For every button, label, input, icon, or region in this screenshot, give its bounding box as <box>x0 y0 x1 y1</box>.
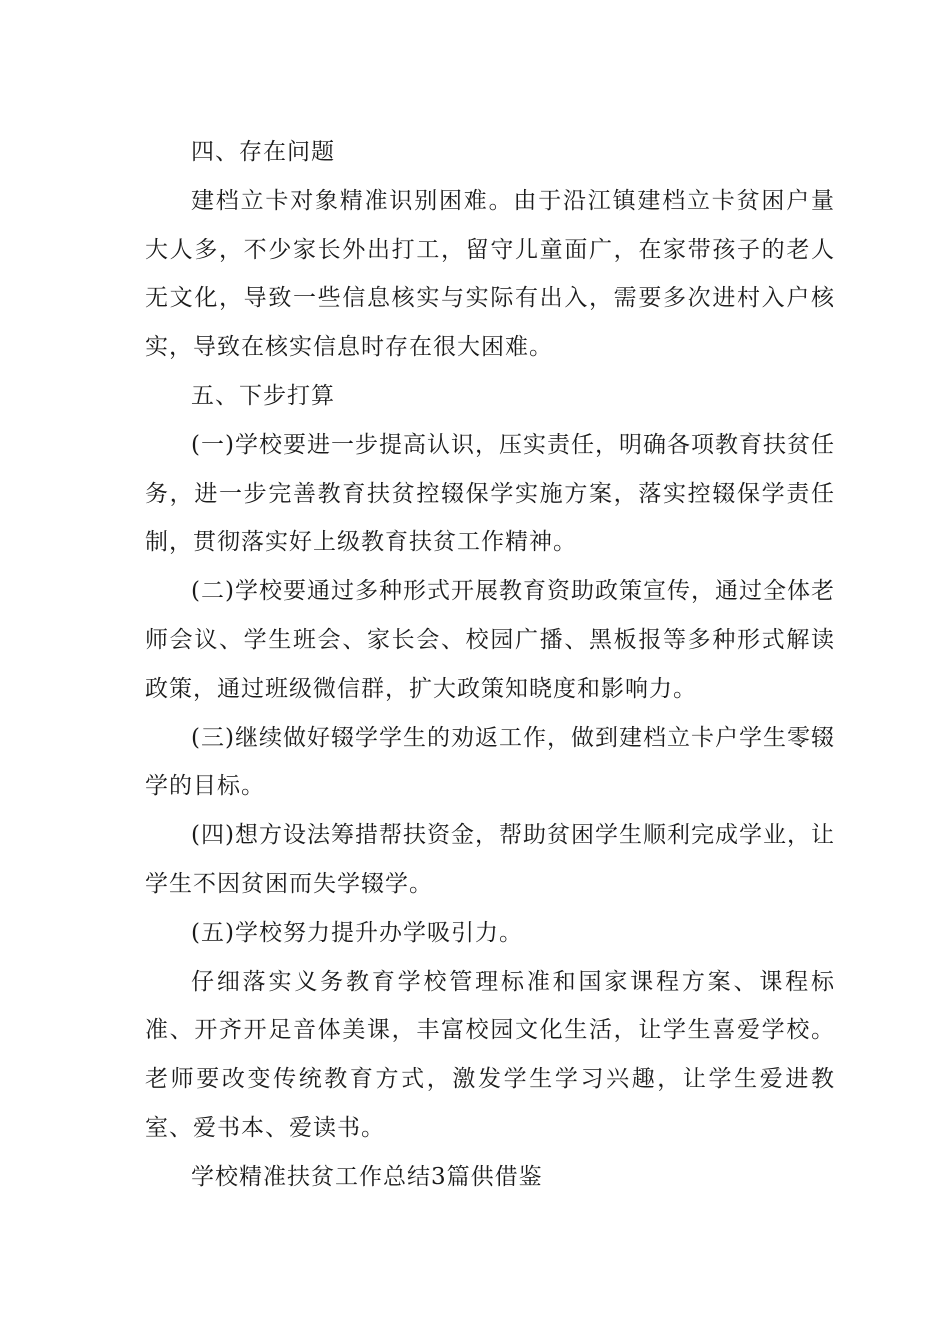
paragraph-identification-difficulty: 建档立卡对象精准识别困难。由于沿江镇建档立卡贫困户量大人多，不少家长外出打工，留守儿童面广，在家带孩子的老人无文化，导致一些信息核实与实际有出入，需要多次进村入户核实，导致在核实信息时存在很大困难。 <box>145 187 835 361</box>
paragraph-implementation: 仔细落实义务教育学校管理标准和国家课程方案、课程标准、开齐开足音体美课，丰富校园文化生活，让学生喜爱学校。老师要改变传统教育方式，激发学生学习兴趣，让学生爱进教室、爱书本、爱读书。 <box>145 968 835 1141</box>
section-heading-problems: 四、存在问题 <box>191 139 335 165</box>
paragraph-step-4: (四)想方设法筹措帮扶资金，帮助贫困学生顺利完成学业，让学生不因贫困而失学辍学。 <box>145 822 835 897</box>
paragraph-closing-title: 学校精准扶贫工作总结3篇供借鉴 <box>191 1163 543 1190</box>
section-heading-next-steps: 五、下步打算 <box>191 382 335 409</box>
paragraph-step-3: (三)继续做好辍学学生的劝返工作，做到建档立卡户学生零辍学的目标。 <box>145 724 835 800</box>
document-body <box>145 128 835 1202</box>
paragraph-step-2: (二)学校要通过多种形式开展教育资助政策宣传，通过全体老师会议、学生班会、家长会、校园广播、黑板报等多种形式解读政策，通过班级微信群，扩大政策知晓度和影响力。 <box>145 578 835 702</box>
paragraph-step-5: (五)学校努力提升办学吸引力。 <box>191 919 523 946</box>
paragraph-step-1: (一)学校要进一步提高认识，压实责任，明确各项教育扶贫任务，进一步完善教育扶贫控辍保学实施方案，落实控辍保学责任制，贯彻落实好上级教育扶贫工作精神。 <box>145 431 835 556</box>
